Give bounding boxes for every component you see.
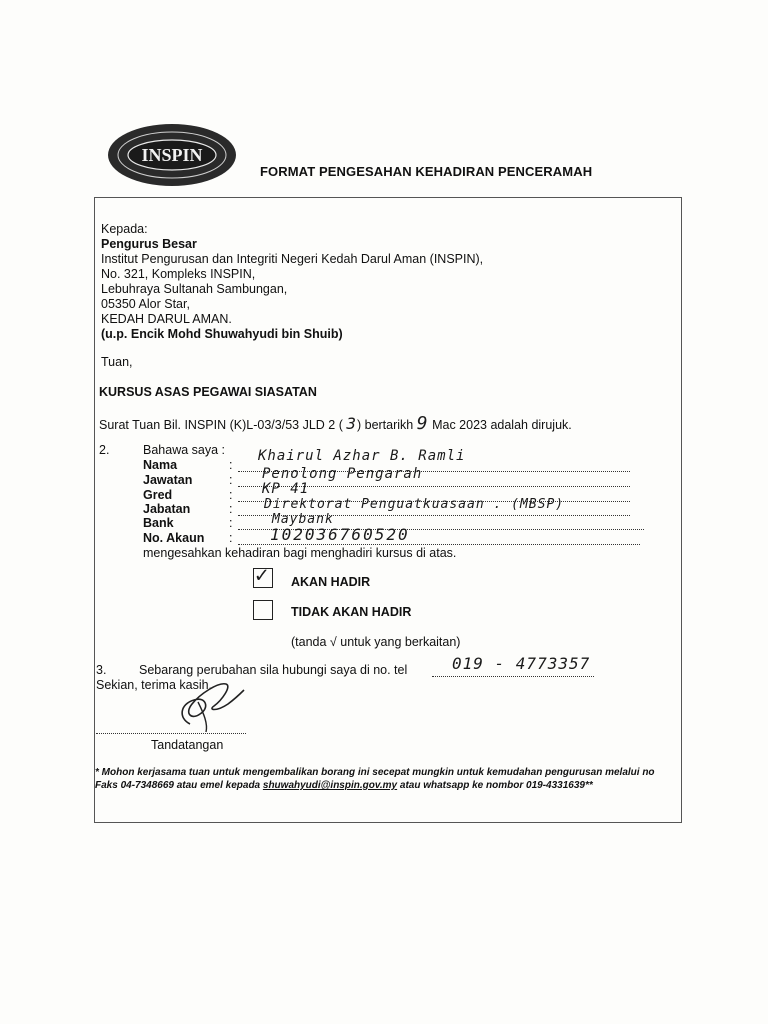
field-colon: : — [229, 502, 233, 516]
confirmation-text: mengesahkan kehadiran bagi menghadiri kursus di atas. — [143, 546, 457, 560]
email-link[interactable]: shuwahyudi@inspin.gov.my — [262, 780, 398, 791]
field-colon: : — [229, 488, 233, 502]
reference-suffix: Mac 2023 adalah dirujuk. — [432, 418, 572, 432]
section-3-number: 3. — [96, 663, 107, 677]
field-label-nama: Nama — [143, 458, 178, 472]
field-label-jawatan: Jawatan — [143, 473, 193, 487]
section-2-number: 2. — [99, 443, 110, 457]
phone-line — [432, 676, 594, 677]
field-colon: : — [229, 531, 233, 545]
field-line-akaun — [238, 544, 640, 545]
section-2-intro: Bahawa saya : — [143, 443, 225, 457]
check-mark-icon: ✓ — [255, 563, 270, 588]
field-label-gred: Gred — [143, 488, 173, 502]
section-3-text: Sebarang perubahan sila hubungi saya di no. tel — [139, 663, 408, 677]
field-label-akaun: No. Akaun — [143, 531, 205, 545]
logo-text: INSPIN — [141, 145, 203, 165]
reference-number: 3 — [346, 414, 357, 433]
closing-text: Sekian, terima kasih. — [96, 678, 213, 692]
address-line: 05350 Alor Star, — [101, 297, 190, 311]
reference-prefix: Surat Tuan Bil. INSPIN (K)L-03/3/53 JLD 2 ( — [99, 418, 343, 432]
salutation: Tuan, — [101, 355, 133, 369]
footer-note-prefix: Faks 04-7348669 atau emel kepada — [95, 780, 263, 791]
field-colon: : — [229, 458, 233, 472]
field-label-jabatan: Jabatan — [143, 502, 191, 516]
tidak-akan-hadir-checkbox[interactable] — [253, 600, 273, 620]
footer-note-suffix: atau whatsapp ke nombor 019-4331639** — [397, 780, 593, 791]
address-line: Institut Pengurusan dan Integriti Negeri Kedah Darul Aman (INSPIN), — [101, 252, 484, 266]
address-line: No. 321, Kompleks INSPIN, — [101, 267, 256, 281]
field-label-bank: Bank — [143, 516, 174, 530]
attention-line: (u.p. Encik Mohd Shuwahyudi bin Shuib) — [101, 327, 343, 341]
field-colon: : — [229, 473, 233, 487]
field-value-jabatan[interactable]: Direktorat Penguatkuasaan . (MBSP) — [264, 497, 565, 512]
kepada-label: Kepada: — [101, 222, 148, 236]
footer-note-line1: * Mohon kerjasama tuan untuk mengembalikan borang ini secepat mungkin untuk kemudahan pengurusan melalui no — [95, 767, 655, 778]
field-value-jawatan[interactable]: Penolong Pengarah — [262, 466, 423, 482]
recipient-title: Pengurus Besar — [101, 237, 197, 251]
field-colon: : — [229, 516, 233, 530]
inspin-logo — [106, 122, 238, 188]
signature-image — [170, 674, 250, 734]
akan-hadir-label: AKAN HADIR — [291, 575, 371, 589]
field-value-akaun[interactable]: 102036760520 — [270, 525, 410, 544]
course-title: KURSUS ASAS PEGAWAI SIASATAN — [99, 385, 317, 399]
document-title: FORMAT PENGESAHAN KEHADIRAN PENCERAMAH — [260, 164, 593, 179]
akan-hadir-checkbox[interactable] — [253, 563, 273, 588]
field-value-bank[interactable]: Maybank — [272, 512, 334, 527]
phone-value[interactable]: 019 - 4773357 — [452, 654, 591, 673]
tidak-akan-hadir-label: TIDAK AKAN HADIR — [291, 605, 412, 619]
address-line: Lebuhraya Sultanah Sambungan, — [101, 282, 288, 296]
reference-day: 9 — [416, 413, 429, 434]
footer-note-line2 — [95, 779, 593, 792]
field-value-nama[interactable]: Khairul Azhar B. Ramli — [258, 448, 466, 464]
address-line: KEDAH DARUL AMAN. — [101, 312, 232, 326]
field-value-gred[interactable]: KP 41 — [262, 481, 310, 497]
reference-mid: ) bertarikh — [356, 418, 414, 432]
signature-line — [96, 733, 246, 734]
options-note: (tanda √ untuk yang berkaitan) — [291, 635, 461, 649]
signature-label: Tandatangan — [151, 738, 224, 752]
reference-line — [99, 413, 572, 434]
